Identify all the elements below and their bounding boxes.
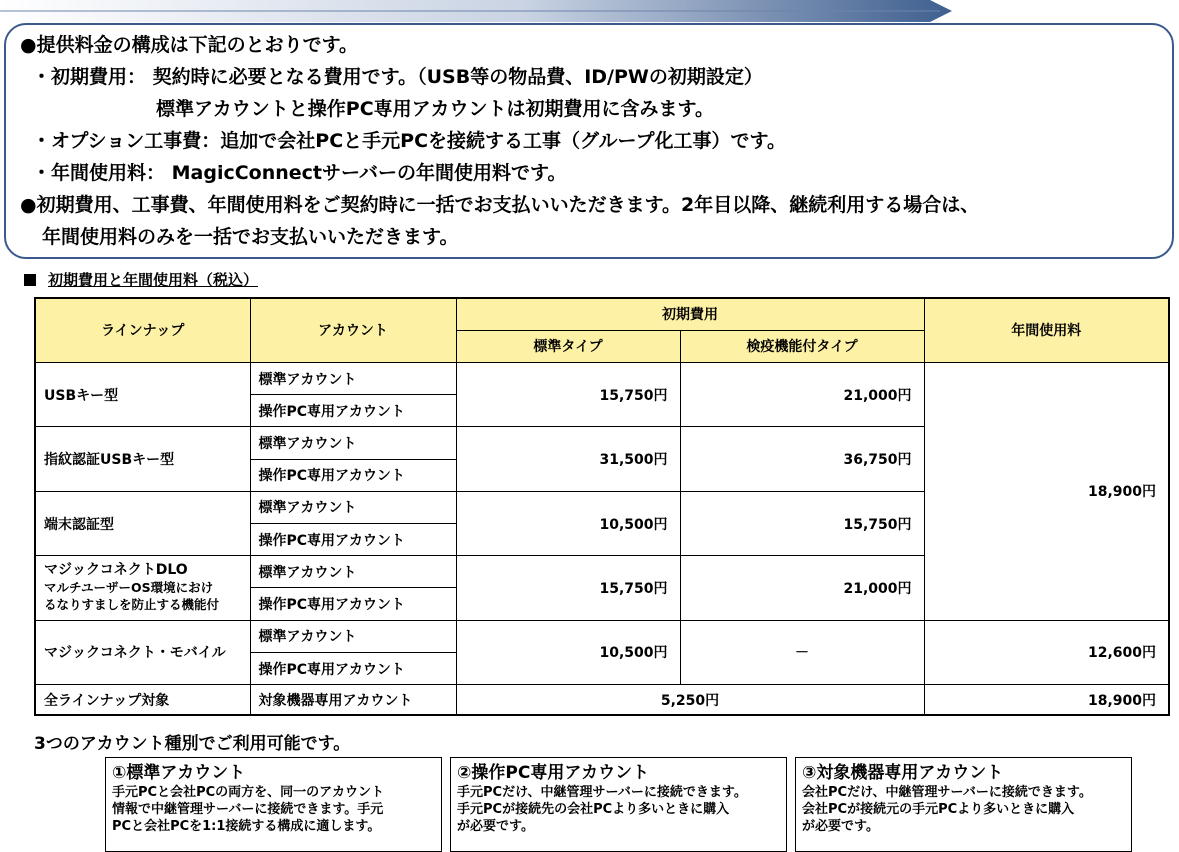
info-line: ●初期費用、工事費、年間使用料をご契約時に一括でお支払いいただきます。2年目以降、継続利用する場合は、 [20,194,980,216]
header-initial: 初期費用 [456,298,924,330]
info-line: ・初期費用： 契約時に必要となる費用です。（USB等の物品費、ID/PWの初期設定） [32,66,763,88]
table-row [35,362,1169,394]
quarantine-price-cell: 21,000円 [680,362,924,426]
standard-price-cell: 10,500円 [456,491,680,555]
account-box-desc: 手元PCだけ、中継管理サーバーに接続できます。 手元PCが接続先の会社PCより多いときに購入 が必要です。 [457,785,747,834]
lineup-cell: マジックコネクト・モバイル [35,620,250,684]
table-row [35,620,1169,652]
initial-price-cell: 5,250円 [456,685,924,715]
header-standard-type: 標準タイプ [456,330,680,362]
account-box-title: ①標準アカウント [112,763,246,783]
header-lineup: ラインナップ [35,298,250,362]
standard-price-cell: 15,750円 [456,362,680,426]
annual-price-cell: 18,900円 [924,685,1169,715]
header-quarantine-type: 検疫機能付タイプ [680,330,924,362]
account-cell: 標準アカウント [250,620,456,652]
account-cell: 操作PC専用アカウント [250,459,456,491]
account-box-target-device [795,757,1132,852]
account-cell: 標準アカウント [250,556,456,588]
account-cell: 操作PC専用アカウント [250,652,456,684]
account-cell: 操作PC専用アカウント [250,395,456,427]
account-cell: 対象機器専用アカウント [250,685,456,715]
quarantine-price-cell: 15,750円 [680,491,924,555]
quarantine-price-cell: 36,750円 [680,427,924,491]
account-box-desc: 会社PCだけ、中継管理サーバーに接続できます。 会社PCが接続元の手元PCより多いときに購入 が必要です。 [802,785,1092,834]
lineup-cell [35,556,250,620]
account-cell: 標準アカウント [250,362,456,394]
info-line: ・オプション工事費：追加で会社PCと手元PCを接続する工事（グループ化工事）です。 [32,130,786,152]
account-cell: 操作PC専用アカウント [250,588,456,620]
lineup-name: マジックコネクトDLO [44,562,188,579]
account-box-desc: 手元PCと会社PCの両方を、同一のアカウント 情報で中継管理サーバーに接続できます。手元 PCと会社PCを1:1接続する構成に適します。 [112,785,385,834]
standard-price-cell: 10,500円 [456,620,680,684]
annual-price-cell: 12,600円 [924,620,1169,684]
pricing-structure-box [4,23,1174,259]
lineup-cell: USBキー型 [35,362,250,426]
square-bullet-icon [24,274,36,286]
account-cell: 標準アカウント [250,491,456,523]
lineup-cell: 全ラインナップ対象 [35,685,250,715]
lineup-cell: 指紋認証USBキー型 [35,427,250,491]
account-box-title: ③対象機器専用アカウント [802,763,1004,783]
price-table [34,297,1170,716]
shared-annual-cell: 18,900円 [924,362,1169,620]
quarantine-price-cell: － [680,620,924,684]
info-line: ・年間使用料： MagicConnectサーバーの年間使用料です。 [32,162,567,184]
lineup-note: るなりすましを防止する機能付 [44,597,220,613]
info-line: ●提供料金の構成は下記のとおりです。 [20,34,359,56]
header-arrow-bar [0,0,952,22]
account-cell: 標準アカウント [250,427,456,459]
account-box-standard [105,757,442,852]
account-box-operation-pc [450,757,787,852]
standard-price-cell: 15,750円 [456,556,680,620]
availability-note: 3つのアカウント種別でご利用可能です。 [34,734,351,754]
section-title-text: 初期費用と年間使用料（税込） [48,271,259,289]
standard-price-cell: 31,500円 [456,427,680,491]
section-title [24,269,258,290]
table-row [35,685,1169,715]
account-cell: 操作PC専用アカウント [250,524,456,556]
table-header-row [35,298,1169,330]
info-line: 年間使用料のみを一括でお支払いいただきます。 [42,226,459,248]
account-box-title: ②操作PC専用アカウント [457,763,650,783]
lineup-note: マルチユーザーOS環境におけ [44,580,214,596]
header-annual: 年間使用料 [924,298,1169,362]
lineup-cell: 端末認証型 [35,491,250,555]
header-account: アカウント [250,298,456,362]
quarantine-price-cell: 21,000円 [680,556,924,620]
info-line: 標準アカウントと操作PC専用アカウントは初期費用に含みます。 [156,98,714,120]
